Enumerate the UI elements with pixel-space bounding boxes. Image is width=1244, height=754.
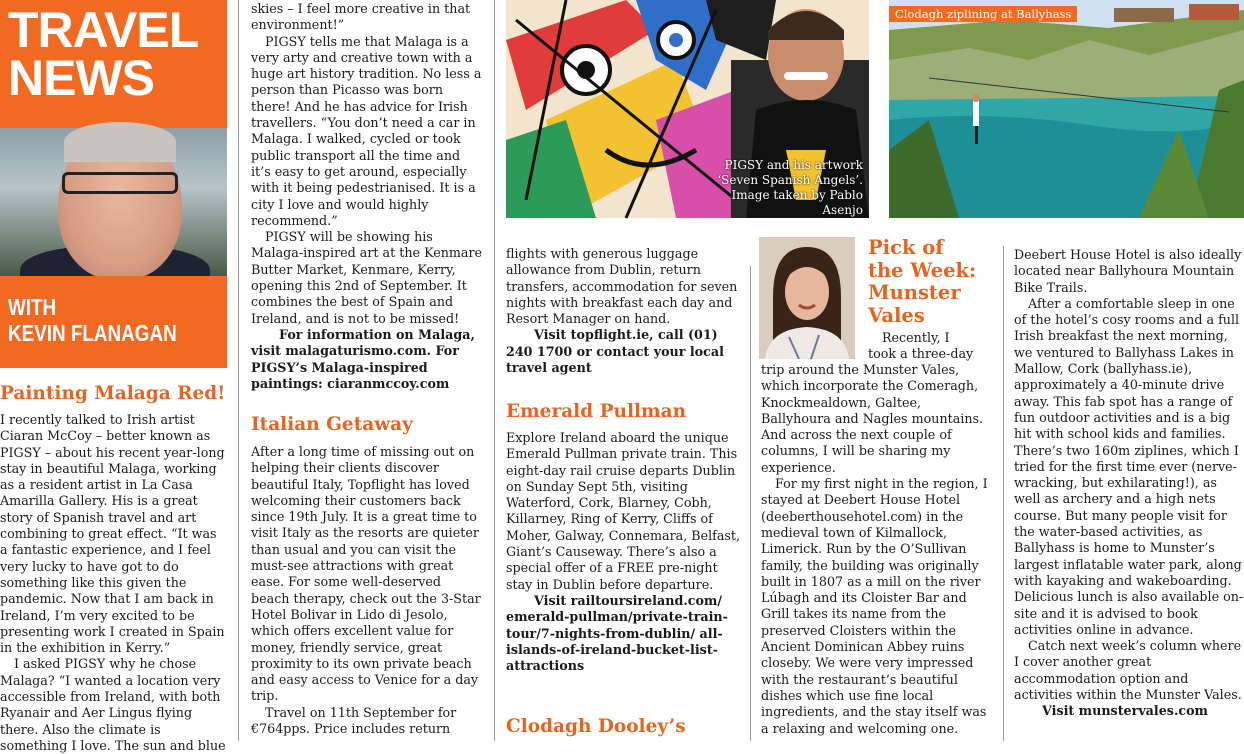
paragraph: Explore Ireland aboard the unique Emerald Pullman private train. This eight-day rail cruise departs Dublin on Sunday Sept 5th, visiting Waterford, Cork, Blarney, Cobh, Killarney, Ring of Kerry, Cliffs of Moher, Galway, Connemara, Belfast, Giant’s Causeway. There’s also a special offer of a FREE pre-night stay in Dublin before departure. [506, 430, 741, 592]
byline-line1: WITH [8, 294, 57, 320]
zipline-photo [889, 0, 1244, 218]
author-photo [0, 128, 227, 276]
section-title [8, 2, 199, 106]
info-line: Visit munstervales.com [1042, 703, 1208, 719]
masthead-banner [0, 0, 227, 128]
column-pick-cont [1014, 247, 1244, 741]
paragraph: I recently talked to Irish artist Ciaran McCoy – better known as PIGSY – about his recent year-long stay in beautiful Malaga, working as a resident artist in La Casa Amarilla Gallery. His is a great story of Spanish travel and art combining to great effect. “It was a fantastic experience, and I feel very lucky to have got to do something like this given the pandemic. Now that I am back in Ireland, I’m very excited to be presenting work I created in Spain in the exhibition in Kerry.” [0, 412, 225, 656]
headline-line: Munster [868, 281, 961, 304]
section-title-line1: TRAVEL [8, 2, 199, 58]
headline-pick-of-the-week [868, 237, 976, 327]
headline-line: Vales [868, 303, 925, 327]
info-line: Visit topflight.ie, call (01) 240 1700 or contact your local travel agent [506, 327, 724, 376]
column-rule [494, 0, 495, 741]
paragraph: Catch next week’s column where I cover another great accommodation option and activities within the Munster Vales. [1014, 638, 1242, 703]
column-pick-intro [868, 330, 993, 364]
intro-line: took a three-day [868, 346, 974, 362]
column-italian-cont [506, 246, 742, 396]
headline-italian: Italian Getaway [251, 414, 413, 435]
artwork-caption: PIGSY and his artwork ‘Seven Spanish Angels’. Image taken by Pablo Asenjo [717, 158, 863, 217]
artwork-photo [506, 0, 869, 218]
paragraph: After a long time of missing out on helping their clients discover beautiful Italy, Topflight has loved welcoming their customers back since 19th July. It is a great time to visit Italy as the resorts are quieter than usual and you can visit the must-see attractions with great ease. For some well-deserved beach therapy, check out the 3-Star Hotel Bolivar in Lido di Jesolo, which offers excellent value for money, friendly service, great proximity to its own private beach and easy access to Venice for a day trip. [251, 444, 481, 704]
paragraph: trip around the Munster Vales, which incorporate the Comeragh, Knockmealdown, Galtee, Ballyhoura and Nagles mountains. And across the next couple of columns, I will be sharing my experience. [761, 362, 984, 475]
byline [8, 294, 177, 346]
byline-line2: KEVIN FLANAGAN [8, 320, 177, 346]
intro-line: Recently, I [882, 330, 950, 345]
paragraph: skies – I feel more creative in that environment!” [251, 1, 471, 33]
paragraph: Travel on 11th September for €764pps. Price includes return [251, 704, 457, 737]
column-pick [761, 362, 993, 741]
masthead-column [0, 0, 227, 753]
portrait-illustration [759, 237, 855, 359]
paragraph: Deebert House Hotel is also ideally located near Ballyhoura Mountain Bike Trails. [1014, 247, 1242, 295]
section-title-line2: NEWS [8, 50, 154, 106]
column-rule [1003, 246, 1004, 741]
column-painting-cont [251, 1, 483, 401]
byline-banner [0, 276, 227, 368]
column-rule [238, 0, 239, 741]
column-painting [0, 412, 226, 753]
zipline-caption: Clodagh ziplining at Ballyhass [889, 6, 1077, 22]
portrait-photo [759, 237, 855, 359]
headline-clodagh: Clodagh Dooley’s [506, 716, 686, 737]
paragraph: PIGSY tells me that Malaga is a very arty and creative town with a huge art history tradition. No less a person than Picasso was born there! And he has advice for Irish travellers. “You don’t need a car in Malaga. I walked, cycled or took public transport all the time and it’s easy to get around, especially with it being pedestrianised. It is a city I love and would highly recommend.” [251, 33, 482, 228]
paragraph: For my first night in the region, I stayed at Deebert House Hotel (deeberthousehotel.com) in the medieval town of Kilmallock, Limerick. Run by the O’Sullivan family, the building was originally built in 1807 as a mill on the river Lúbagh and its Cloister Bar and Grill takes its name from the preserved Cloisters within the Ancient Dominican Abbey ruins closeby. We were very impressed with the restaurant’s beautiful dishes which use fine local ingredients, and the stay itself was a relaxing and welcoming one. [761, 476, 988, 736]
info-line: Visit railtoursireland.com/ emerald-pullman/private-train-tour/7-nights-from-dublin/ all-islands-of-ireland-bucket-list-attractions [506, 592, 728, 674]
info-line: For information on Malaga, visit malagaturismo.com. For PIGSY’s Malaga-inspired paintings: ciaranmccoy.com [251, 326, 475, 391]
headline-line: Pick of [868, 236, 944, 259]
paragraph: flights with generous luggage allowance from Dublin, return transfers, accommodation for seven nights with breakfast each day and Resort Manager on hand. [506, 246, 738, 327]
paragraph: After a comfortable sleep in one of the hotel’s cosy rooms and a full Irish breakfast the next morning, we ventured to Ballyhass Lakes in Mallow, Cork (ballyhass.ie), approximately a 40-minute drive away. This fab spot has a range of fun outdoor activities and is a big hit with school kids and families. There’s two 160m ziplines, which I tried for the first time ever (nerve-wracking, but exhilarating!), as well as archery and a high nets course. But many people visit for the water-based activities, as Ballyhass is home to Munster’s largest inflatable water park, along with kayaking and wakeboarding. Delicious lunch is also available on-site and it is advised to book activities online in advance. [1014, 295, 1244, 637]
zipline-illustration [889, 0, 1244, 218]
headline-emerald: Emerald Pullman [506, 401, 687, 422]
paragraph: I asked PIGSY why he chose Malaga? “I wanted a location very accessible from Ireland, with both Ryanair and Aer Lingus flying there. Also the climate is something I love. The sun and blue [0, 656, 226, 753]
headline-line: the Week: [868, 258, 977, 282]
paragraph: PIGSY will be showing his Malaga-inspired art at the Kenmare Butter Market, Kenmare, Kerry, opening this 2nd of September. It combines the best of Spain and Ireland, and is not to be missed! [251, 229, 483, 326]
column-rule [750, 266, 751, 741]
column-italian [251, 444, 483, 741]
headline-painting: Painting Malaga Red! [0, 383, 226, 404]
column-emerald [506, 430, 742, 702]
